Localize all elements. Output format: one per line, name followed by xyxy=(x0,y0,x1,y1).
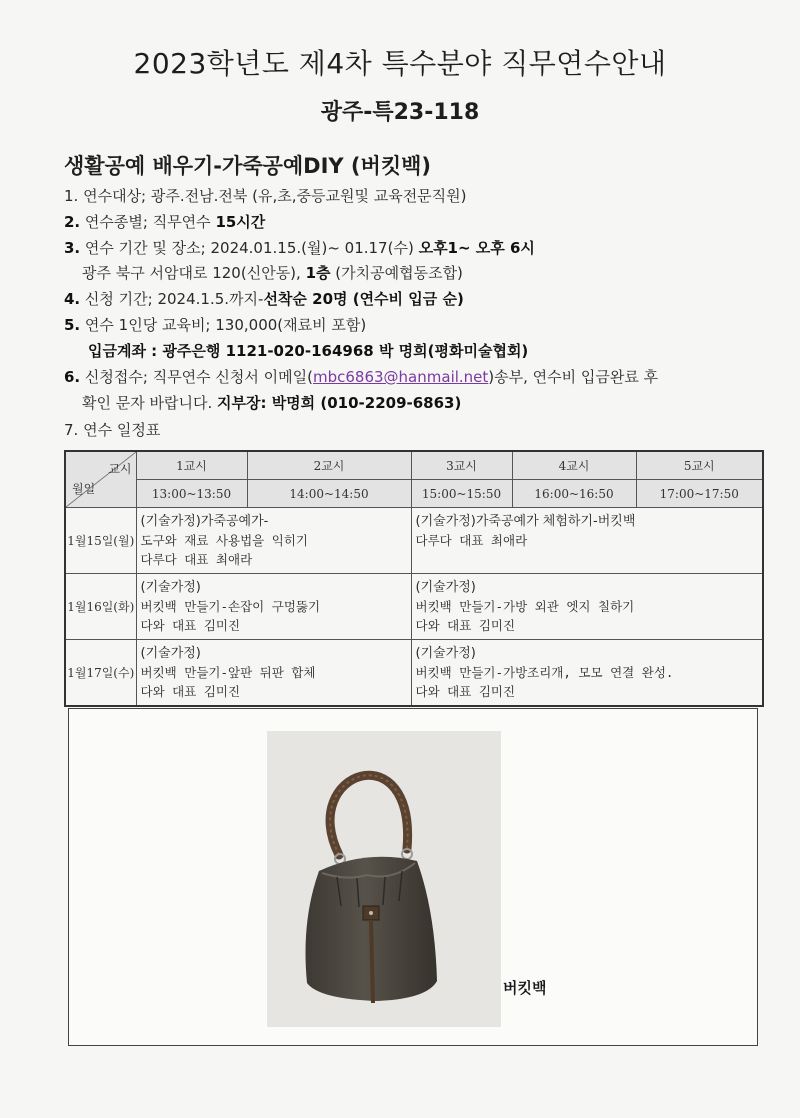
table-row xyxy=(65,640,763,707)
course-title: 생활공예 배우기-가죽공예DIY (버킷백) xyxy=(64,154,431,178)
item-location: 광주 북구 서암대로 120(신안동), 1층 (가치공예협동조합) xyxy=(82,264,463,282)
period-header: 1교시 xyxy=(136,451,247,480)
table-row xyxy=(65,508,763,574)
schedule-table xyxy=(64,450,764,707)
item-submission: 6. 신청접수; 직무연수 신청서 이메일(mbc6863@hanmail.net)송부, 연수비 입금완료 후 xyxy=(64,368,659,386)
item-schedule-label: 7. 연수 일정표 xyxy=(64,421,161,439)
table-corner-cell: 교시 월일 xyxy=(65,451,136,508)
date-cell: 1월15일(월) xyxy=(65,508,136,574)
item-account: 입금계좌 : 광주은행 1121-020-164968 박 명희(평화미술협회) xyxy=(88,342,529,360)
item-contact: 확인 문자 바랍니다. 지부장: 박명희 (010-2209-6863) xyxy=(82,394,462,412)
session-cell: (기술가정) 버킷백 만들기-손잡이 구멍뚫기 다와 대표 김미진 xyxy=(136,574,411,640)
session-cell: (기술가정) 버킷백 만들기-가방 외관 엣지 칠하기 다와 대표 김미진 xyxy=(411,574,763,640)
session-cell: (기술가정) 버킷백 만들기-가방조리개, 모모 연결 완성. 다와 대표 김미진 xyxy=(411,640,763,707)
bag-handle xyxy=(330,775,408,855)
item-fee: 5. 연수 1인당 교육비; 130,000(재료비 포함) xyxy=(64,316,367,334)
photo-frame xyxy=(68,708,758,1046)
email-link[interactable]: mbc6863@hanmail.net xyxy=(313,368,489,386)
period-header: 4교시 xyxy=(512,451,636,480)
item-type: 2. 연수종별; 직무연수 15시간 xyxy=(64,213,266,231)
bucket-bag-image xyxy=(267,731,501,1027)
bucket-bag-photo xyxy=(267,731,501,1027)
session-cell: (기술가정)가죽공예가- 도구와 재료 사용법을 익히기 다루다 대표 최애라 xyxy=(136,508,411,574)
item-apply-period: 4. 신청 기간; 2024.1.5.까지-선착순 20명 (연수비 입금 순) xyxy=(64,290,464,308)
time-header: 17:00~17:50 xyxy=(636,480,763,508)
period-header: 2교시 xyxy=(247,451,411,480)
document-code: 광주-특23-118 xyxy=(320,100,480,125)
session-cell: (기술가정)가죽공예가 체험하기-버킷백 다루다 대표 최애라 xyxy=(411,508,763,574)
session-cell: (기술가정) 버킷백 만들기-앞판 뒤판 합체 다와 대표 김미진 xyxy=(136,640,411,707)
date-cell: 1월17일(수) xyxy=(65,640,136,707)
document-title: 2023학년도 제4차 특수분야 직무연수안내 xyxy=(133,47,667,80)
time-header: 14:00~14:50 xyxy=(247,480,411,508)
period-header: 3교시 xyxy=(411,451,512,480)
item-period: 3. 연수 기간 및 장소; 2024.01.15.(월)~ 01.17(수) 오후1~ 오후 6시 xyxy=(64,239,535,257)
item-target: 1. 연수대상; 광주.전남.전북 (유,초,중등교원및 교육전문직원) xyxy=(64,187,467,205)
period-header: 5교시 xyxy=(636,451,763,480)
photo-caption: 버킷백 xyxy=(503,979,547,997)
table-row xyxy=(65,574,763,640)
time-header: 15:00~15:50 xyxy=(411,480,512,508)
time-header: 13:00~13:50 xyxy=(136,480,247,508)
date-cell: 1월16일(화) xyxy=(65,574,136,640)
time-header: 16:00~16:50 xyxy=(512,480,636,508)
